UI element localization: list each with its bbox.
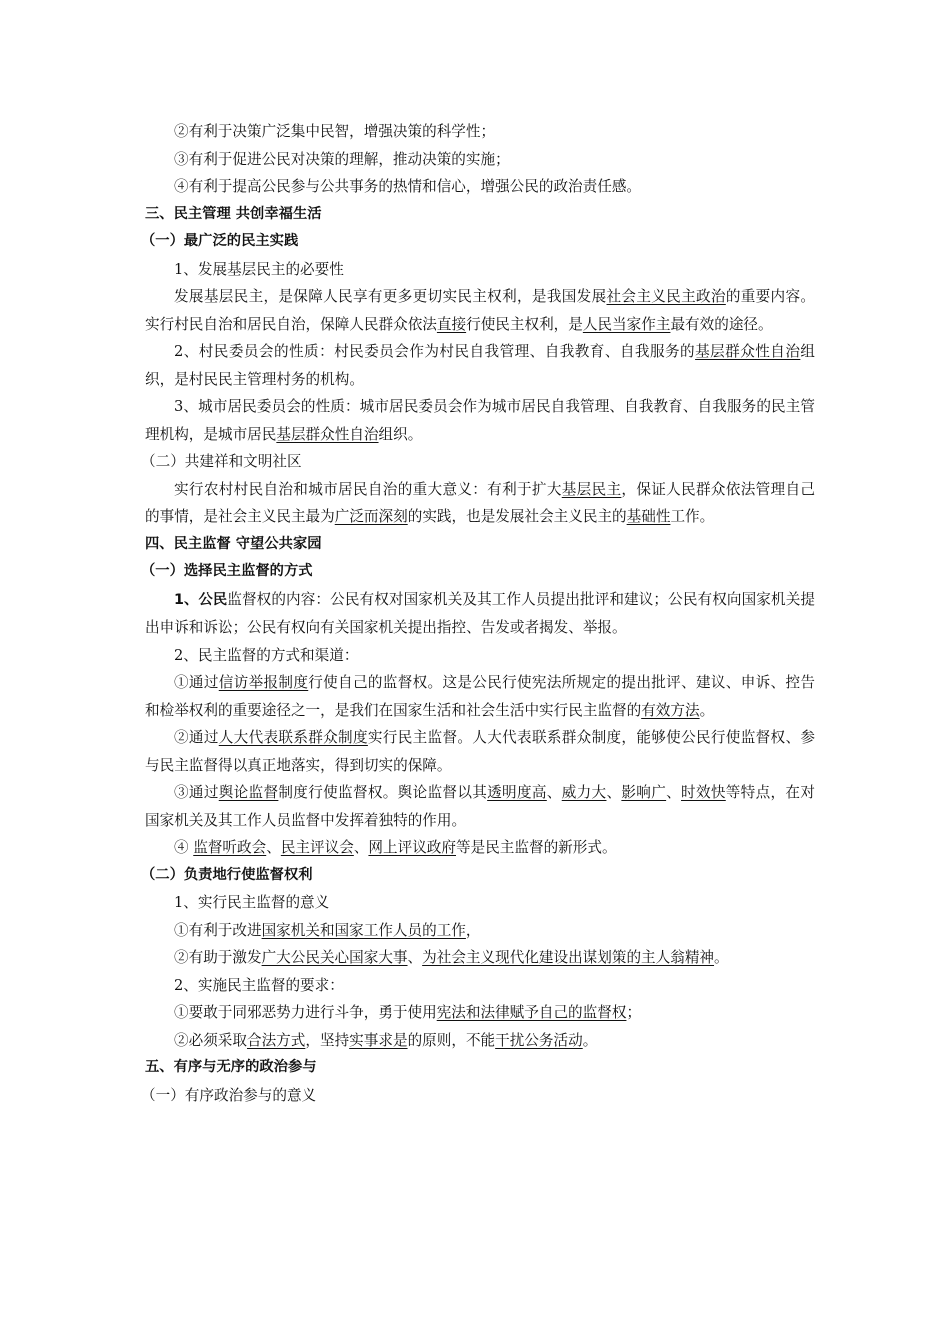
section-heading: 四、民主监督 守望公共家园	[145, 535, 322, 552]
section-heading: 五、有序与无序的政治参与	[145, 1059, 317, 1075]
underlined-term: 基层群众性自治	[695, 343, 801, 360]
text: 2、村民委员会的性质：村民委员会作为村民自我管理、自我教育、自我服务的	[174, 343, 696, 360]
text: 最有效的途径。	[670, 315, 773, 333]
underlined-term: 国家机关和国家工作人员的工作	[261, 921, 466, 939]
text: 行使民主权利，是	[466, 315, 583, 333]
paragraph	[145, 724, 815, 779]
underlined-term: 民主评议会	[280, 839, 354, 856]
text: 、	[407, 949, 423, 966]
text: ③有利于促进公民对决策的理解，推动决策的实施；	[174, 150, 510, 168]
text: 、	[266, 839, 281, 856]
list-item	[145, 118, 815, 146]
item-title: 2、民主监督的方式和渠道：	[174, 646, 359, 664]
subsection-heading: （一）有序政治参与的意义	[141, 1086, 317, 1104]
text: 3、城市居民委员会的性质：城市居民委员会作为城市居民自我管理、自我教育、自我服务的民主管理机构，是城市居民	[145, 398, 815, 443]
text: 的原则，不能	[407, 1031, 496, 1049]
paragraph	[145, 586, 815, 642]
item-title: 1、实行民主监督的意义	[174, 894, 330, 911]
list-item	[145, 1027, 815, 1055]
text: 实行民主监督。人大代表联系群众制度，能够使公民行使监督权、参与民主监督得以真正地落实，得到切实的保障。	[145, 729, 815, 774]
text: 组织。	[378, 425, 423, 443]
underlined-term: 监督听政会	[193, 839, 267, 856]
list-item	[145, 834, 815, 862]
underlined-term: 基层民主	[561, 480, 622, 498]
underlined-term: 合法方式	[246, 1031, 306, 1049]
underlined-term: 广泛而深刻	[334, 508, 408, 525]
text: 制度行使监督权。舆论监督以其	[278, 784, 488, 801]
list-item	[145, 173, 815, 201]
text: 等特点，在对国家机关及其工作人员监督中发挥着独特的作用。	[145, 784, 815, 829]
text: ，保证人民群众依法管理自己的事情，是社会主义民主最为	[145, 480, 815, 525]
text: ，	[465, 921, 481, 939]
underlined-term: 网上评议政府	[368, 839, 456, 856]
underlined-term: 舆论监督	[218, 784, 279, 801]
underlined-term: 透明度高	[487, 784, 547, 801]
text: ①通过	[174, 674, 219, 691]
bold-text: 1、公民	[174, 591, 228, 608]
text: ④	[174, 839, 194, 856]
text: 、	[353, 839, 369, 856]
text: 、	[666, 784, 682, 801]
text: 。	[582, 1031, 598, 1049]
paragraph	[145, 338, 815, 393]
item-title: 1、发展基层民主的必要性	[174, 260, 344, 278]
text: ①要敢于同邪恶势力进行斗争，勇于使用	[174, 1004, 437, 1021]
paragraph	[145, 393, 815, 448]
list-item	[145, 999, 815, 1027]
text: ④有利于提高公民参与公共事务的热情和信心，增强公民的政治责任感。	[174, 178, 642, 195]
underlined-term: 有效方法	[641, 701, 700, 719]
text: ①有利于改进	[174, 921, 262, 939]
underlined-term: 基础性	[626, 508, 671, 525]
subsection-heading: （二）共建祥和文明社区	[141, 453, 302, 470]
text: 发展基层民主，是保障人民享有更多更切实民主权利，是我国发展	[174, 288, 607, 305]
text: ③通过	[174, 784, 219, 801]
list-item	[145, 944, 815, 972]
text: 行使自己的监督权。这是公民行使宪法所规定的提出批评、建议、申诉、控告和检举权利的重要途径之一，是我们在国家生活和社会生活中实行民主监督的	[145, 674, 815, 719]
list-item	[145, 917, 815, 945]
text: ②有利于决策广泛集中民智，增强决策的科学性；	[174, 123, 496, 140]
section-heading: 三、民主管理 共创幸福生活	[145, 205, 322, 222]
underlined-term: 广大公民关心国家大事	[261, 949, 408, 966]
text: 。	[714, 949, 729, 966]
item-title: 2、实施民主监督的要求：	[174, 976, 344, 994]
text: ②必须采取	[174, 1031, 247, 1049]
text: 。	[699, 701, 715, 719]
subsection-heading: （二）负责地行使监督权利	[141, 866, 313, 883]
underlined-term: 干扰公务活动	[495, 1031, 583, 1049]
text: ，坚持	[305, 1031, 350, 1049]
text: 实行农村村民自治和城市居民自治的重大意义：有利于扩大	[174, 480, 562, 498]
underlined-term: 影响广	[621, 784, 667, 801]
text: ；	[626, 1004, 642, 1021]
underlined-term: 基层群众性自治	[276, 425, 379, 443]
underlined-term: 信访举报制度	[218, 674, 309, 691]
underlined-term: 社会主义民主政治	[606, 288, 726, 305]
text: 、	[546, 784, 562, 801]
underlined-term: 时效快	[681, 784, 726, 801]
underlined-term: 直接	[436, 315, 467, 333]
text: ②通过	[174, 729, 219, 746]
list-item	[145, 146, 815, 174]
text: 的重要内容。实行村民自治和居民自治，保障人民群众依法	[145, 288, 815, 333]
paragraph	[145, 779, 815, 834]
text: 等是民主监督的新形式。	[456, 839, 617, 856]
underlined-term: 人大代表联系群众制度	[218, 729, 368, 746]
text: 监督权的内容：公民有权对国家机关及其工作人员提出批评和建议；公民有权向国家机关提出申诉和诉讼；公民有权向有关国家机关提出指控、告发或者揭发、举报。	[145, 590, 815, 636]
underlined-term: 宪法和法律赋予自己的监督权	[436, 1004, 627, 1021]
paragraph	[145, 669, 815, 724]
underlined-term: 人民当家作主	[582, 315, 671, 333]
text: 组织，是村民民主管理村务的机构。	[145, 343, 815, 388]
underlined-term: 为社会主义现代化建设出谋划策的主人翁精神	[422, 949, 715, 966]
text: 的实践，也是发展社会主义民主的	[407, 508, 627, 525]
subsection-heading: （一）最广泛的民主实践	[141, 233, 299, 249]
underlined-term: 威力大	[561, 784, 607, 801]
paragraph	[145, 283, 815, 338]
subsection-heading: （一）选择民主监督的方式	[141, 563, 313, 579]
text: 工作。	[670, 508, 715, 525]
text: 、	[606, 784, 622, 801]
text: ②有助于激发	[174, 949, 262, 966]
paragraph	[145, 476, 815, 531]
underlined-term: 实事求是	[349, 1031, 408, 1049]
document-body	[141, 118, 815, 1109]
